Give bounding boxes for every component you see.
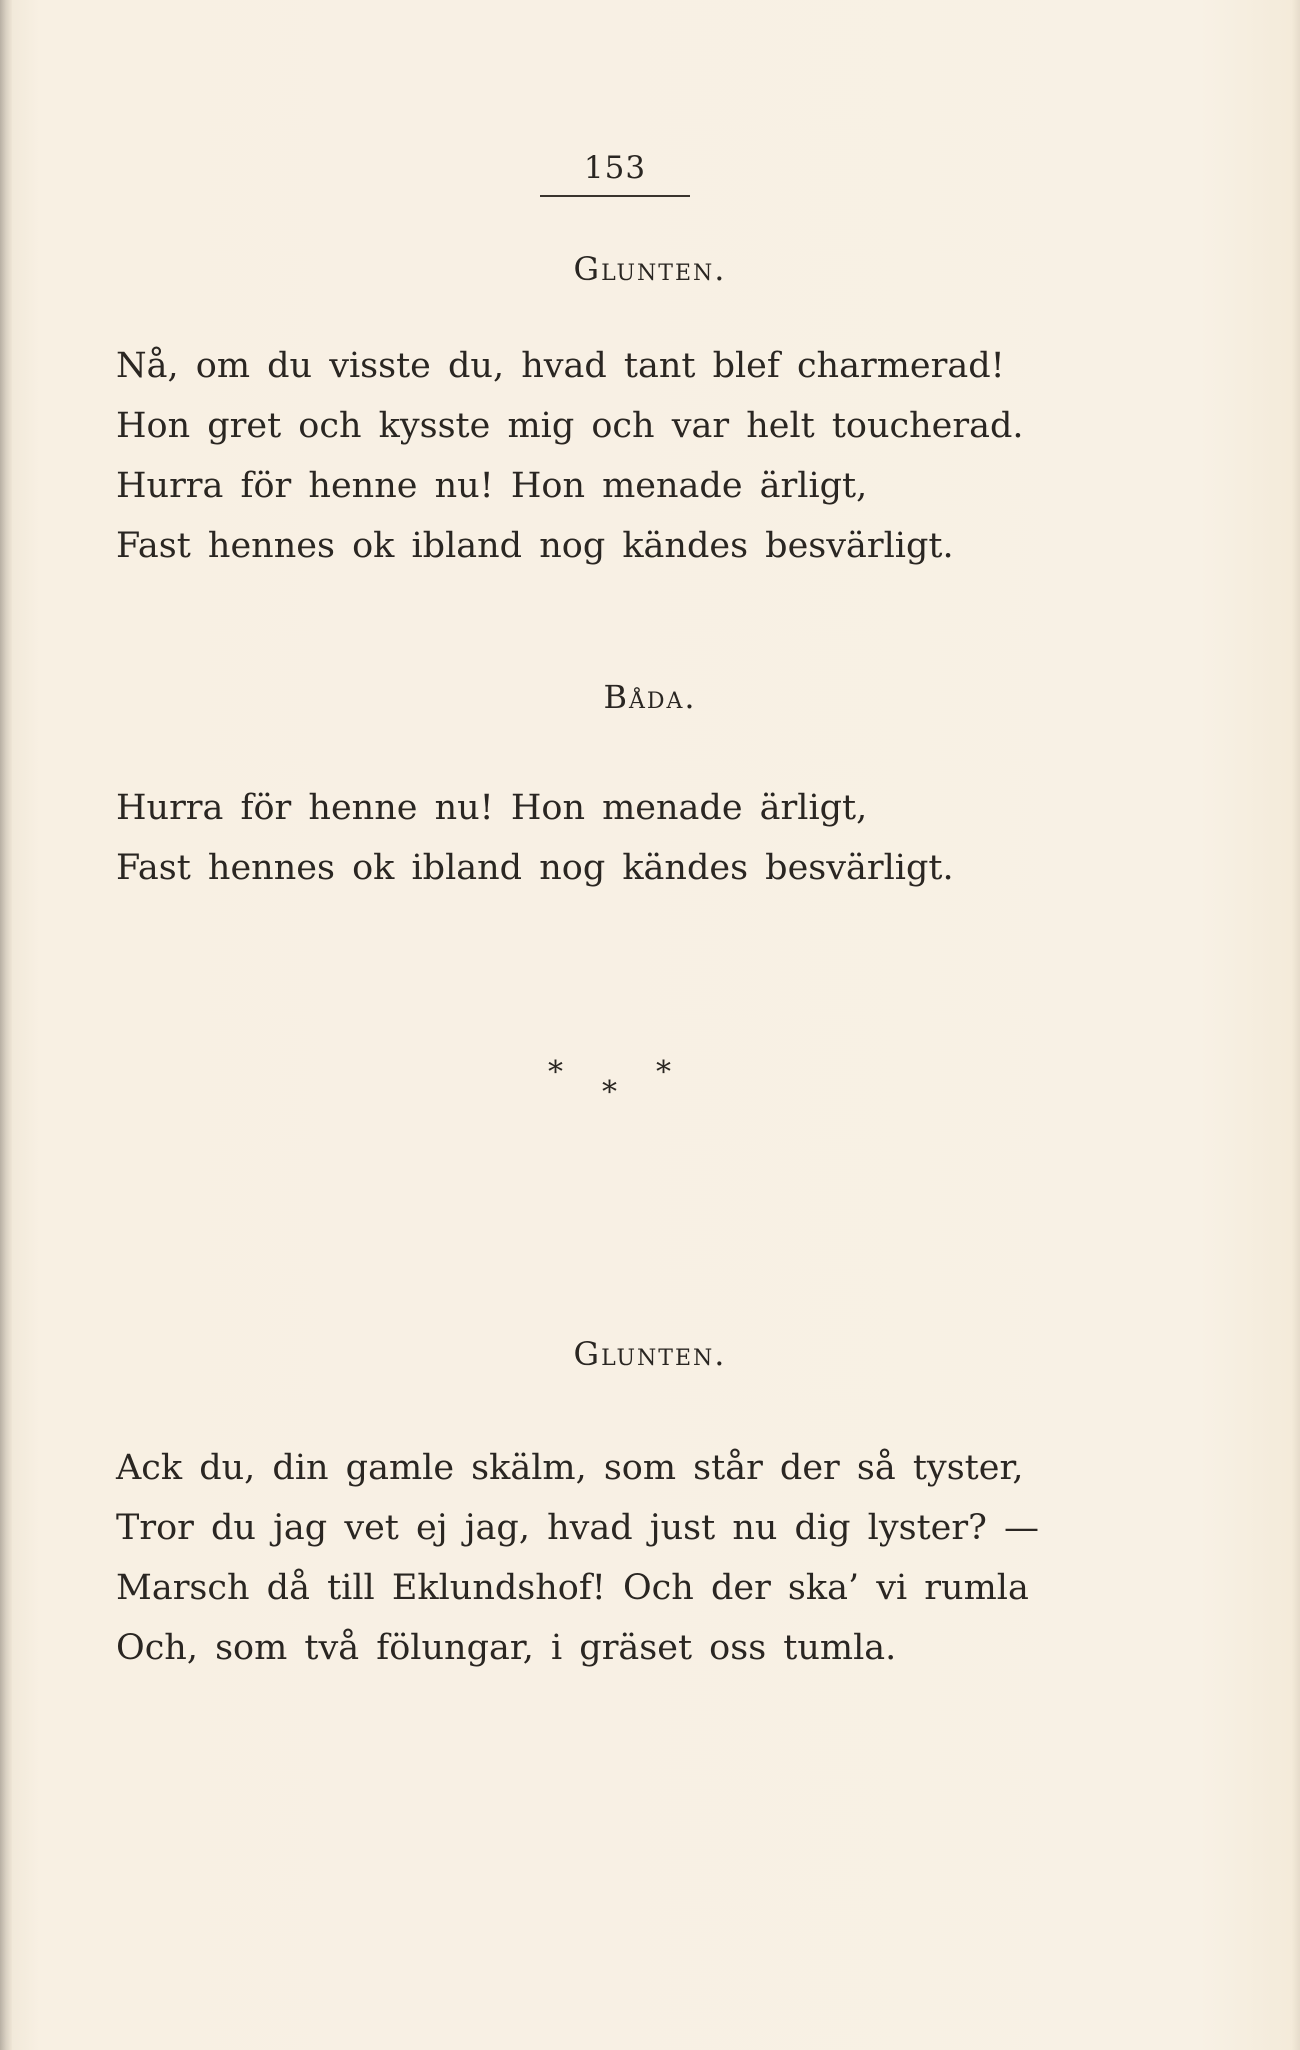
section-break-asterism bbox=[540, 1055, 700, 1115]
verse-stanza-1 bbox=[116, 336, 1216, 576]
verse-line: Tror du jag vet ej jag, hvad just nu dig lyster? — bbox=[116, 1508, 1039, 1548]
asterisk-ornament: * bbox=[602, 1075, 617, 1110]
page-number-rule bbox=[540, 195, 690, 197]
verse-line: Fast hennes ok ibland nog kändes besvärligt. bbox=[116, 526, 954, 566]
verse-line: Hon gret och kysste mig och var helt toucherad. bbox=[116, 406, 1024, 446]
verse-line: Nå, om du visste du, hvad tant blef charmerad! bbox=[116, 346, 1005, 386]
verse-line: Hurra för henne nu! Hon menade ärligt, bbox=[116, 466, 868, 506]
verse-line: Fast hennes ok ibland nog kändes besvärligt. bbox=[116, 848, 954, 888]
page-right-edge bbox=[1292, 0, 1300, 2050]
page-left-edge bbox=[0, 0, 12, 2050]
verse-line: Ack du, din gamle skälm, som står der så tyster, bbox=[116, 1448, 1024, 1488]
asterisk-ornament: * bbox=[548, 1055, 563, 1090]
verse-line: Och, som två fölungar, i gräset oss tumla. bbox=[116, 1628, 897, 1668]
verse-stanza-3 bbox=[116, 1438, 1216, 1678]
verse-line: Marsch då till Eklundshof! Och der ska’ vi rumla bbox=[116, 1568, 1029, 1608]
page-number: 153 bbox=[583, 150, 647, 186]
verse-stanza-2 bbox=[116, 778, 1216, 898]
speaker-heading-glunten-1: Glunten. bbox=[573, 250, 727, 288]
speaker-heading-bada: Båda. bbox=[603, 678, 697, 716]
speaker-heading-glunten-2: Glunten. bbox=[573, 1335, 727, 1373]
verse-line: Hurra för henne nu! Hon menade ärligt, bbox=[116, 788, 868, 828]
asterisk-ornament: * bbox=[656, 1055, 671, 1090]
